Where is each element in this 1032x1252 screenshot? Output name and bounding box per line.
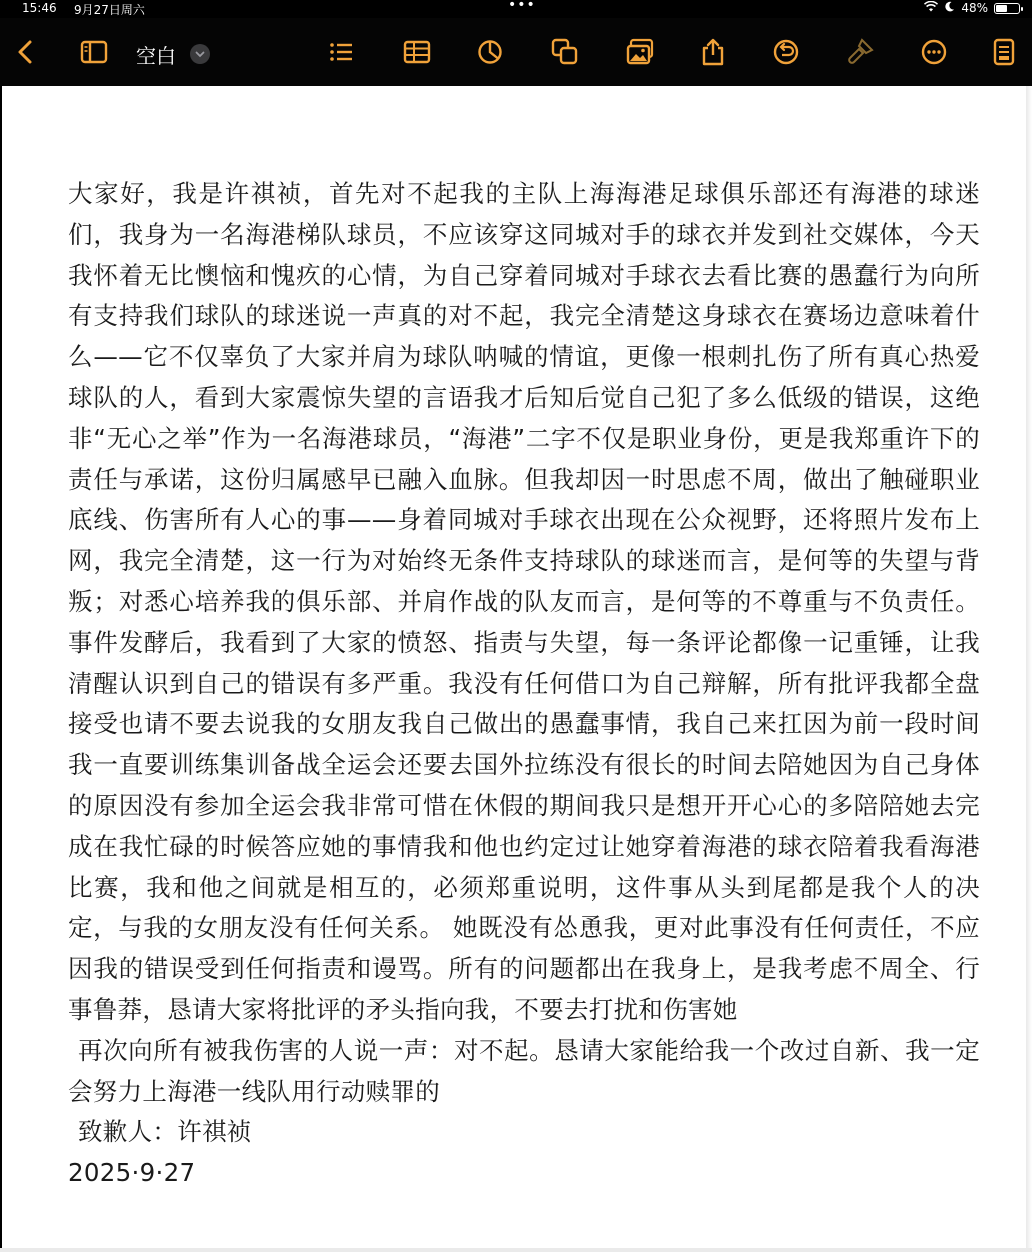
media-icon[interactable] [620,32,660,72]
battery-fill [996,5,1007,12]
toolbar [0,18,1032,86]
document-title[interactable]: 空白 [136,44,176,68]
status-right [924,1,1020,15]
table-icon[interactable] [397,32,437,72]
document-date[interactable]: 2025·9·27 [68,1158,196,1188]
back-icon[interactable] [6,32,46,72]
paintbrush-icon[interactable] [840,32,880,72]
sidebar-icon[interactable] [74,32,114,72]
document-page[interactable] [2,86,1030,1252]
moon-icon [944,1,955,15]
signature[interactable]: 致歉人：许祺祯 [78,1117,252,1147]
document-icon[interactable] [984,32,1024,72]
chart-icon[interactable] [470,32,510,72]
share-icon[interactable] [693,32,733,72]
battery-icon [994,3,1020,14]
document-body[interactable] [68,174,980,1194]
battery-percent: 48% [961,1,988,15]
status-time: 15:46 [22,1,57,15]
multitasking-dots[interactable]: ••• [508,0,536,13]
paragraph-2[interactable]: 再次向所有被我伤害的人说一声：对不起。恳请大家能给我一个改过自新、我一定会努力上海港一线队用行动赎罪的 [68,1035,980,1106]
title-menu-chevron-icon[interactable] [190,44,210,64]
status-date: 9月27日周六 [74,3,145,17]
page-edge-shadow [1026,86,1032,1252]
undo-icon[interactable] [766,32,806,72]
paragraph-1[interactable]: 大家好，我是许祺祯，首先对不起我的主队上海海港足球俱乐部还有海港的球迷们，我身为一名海港梯队球员，不应该穿这同城对手的球衣并发到社交媒体，今天我怀着无比懊恼和愧疚的心情，为自己穿着同城对手球衣去看比赛的愚蠢行为向所有支持我们球队的球迷说一声真的对不起，我完全清楚这身球衣在赛场边意味着什么——它不仅辜负了大家并肩为球队呐喊的情谊，更像一根刺扎伤了所有真心热爱球队的人，看到大家震惊失望的言语我才后知后觉自己犯了多么低级的错误，这绝非“无心之举”作为一名海港球员，“海港”二字不仅是职业身份，更是我郑重许下的责任与承诺，这份归属感早已融入血脉。但我却因一时思虑不周，做出了触碰职业底线、伤害所有人心的事——身着同城对手球衣出现在公众视野，还将照片发布上网，我完全清楚，这一行为对始终无条件支持球队的球迷而言，是何等的失望与背叛；对悉心培养我的俱乐部、并肩作战的队友而言，是何等的不尊重与不负责任。事件发酵后，我看到了大家的愤怒、指责与失望，每一条评论都像一记重锤，让我清醒认识到自己的错误有多严重。我没有任何借口为自己辩解，所有批评我都全盘接受也请不要去说我的女朋友我自己做出的愚蠢事情，我自己来扛因为前一段时间我一直要训练集训备战全运会还要去国外拉练没有很长的时间去陪她因为自己身体的原因没有参加全运会我非常可惜在休假的期间我只是想开开心心的多陪陪她去完成在我忙碌的时候答应她的事情我和他也约定过让她穿着海港的球衣陪着我看海港比赛，我和他之间就是相互的，必须郑重说明，这件事从头到尾都是我个人的决定，与我的女朋友没有任何关系。 她既没有怂恿我，更对此事没有任何责任，不应因我的错误受到任何指责和谩骂。所有的问题都出在我身上，是我考虑不周全、行事鲁莽，恳请大家将批评的矛头指向我，不要去打扰和伤害她 [68,179,980,1024]
list-icon[interactable] [321,32,361,72]
wifi-icon [924,1,938,15]
shape-icon[interactable] [545,32,585,72]
more-icon[interactable] [914,32,954,72]
status-bar [0,0,1032,18]
page-bottom-edge [0,1248,1032,1252]
